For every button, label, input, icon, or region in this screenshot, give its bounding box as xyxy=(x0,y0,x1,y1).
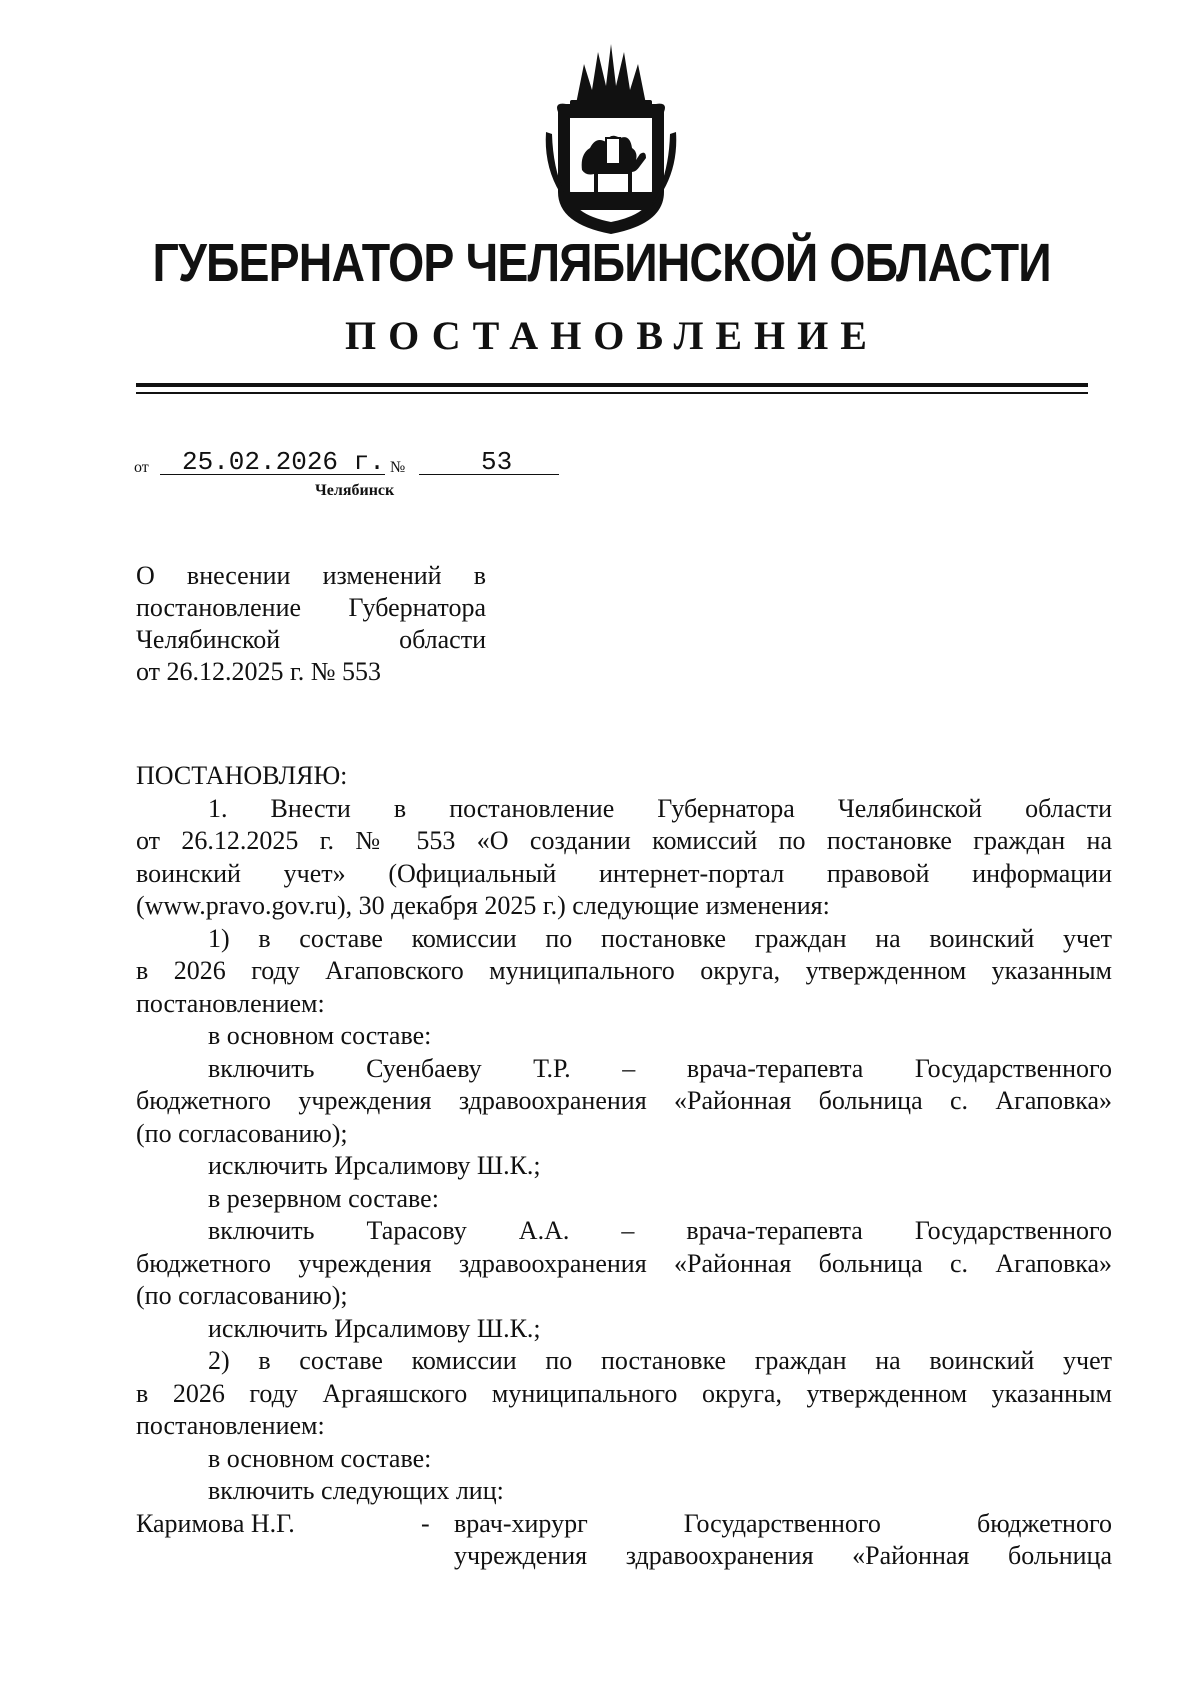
person-dash: - xyxy=(421,1508,430,1538)
paragraph-line: 2) в составе комиссии по постановке граждан на воинский учет xyxy=(208,1346,1112,1375)
document-date: 25.02.2026 г. xyxy=(182,447,385,477)
paragraph-line: постановлением: xyxy=(136,1411,325,1440)
paragraph-line: включить Суенбаеву Т.Р. – врача-терапевта Государственного xyxy=(208,1053,1112,1083)
person-entry xyxy=(136,1508,1112,1573)
document-body xyxy=(136,760,1112,1573)
person-name: Каримова Н.Г. xyxy=(136,1508,295,1538)
issuing-authority: ГУБЕРНАТОР ЧЕЛЯБИНСКОЙ ОБЛАСТИ xyxy=(152,233,1051,293)
decree-heading: ПОСТАНОВЛЯЮ: xyxy=(136,761,348,790)
title-line: О внесении изменений в xyxy=(136,561,486,590)
title-line: Челябинской области xyxy=(136,625,486,654)
header-rule xyxy=(136,383,1088,387)
number-label: № xyxy=(390,459,406,476)
document-type: ПОСТАНОВЛЕНИЕ xyxy=(345,313,879,358)
paragraph-line: в основном составе: xyxy=(208,1021,432,1050)
paragraph-line: постановлением: xyxy=(136,988,325,1018)
from-label: от xyxy=(134,459,149,476)
chelyabinsk-coat-of-arms-emblem xyxy=(536,42,686,237)
document-meta xyxy=(134,447,634,477)
city: Челябинск xyxy=(315,482,395,499)
document-number: 53 xyxy=(481,447,513,477)
title-line: от 26.12.2025 г. № 553 xyxy=(136,657,382,686)
paragraph-line: воинский учет» (Официальный интернет-портал правовой информации xyxy=(136,858,1112,888)
document-title xyxy=(136,560,486,688)
paragraph-line: (www.pravo.gov.ru), 30 декабря 2025 г.) следующие изменения: xyxy=(136,891,830,920)
paragraph-line: (по согласованию); xyxy=(136,1281,348,1310)
paragraph-line: от 26.12.2025 г. № 553 «О создании комиссий по постановке граждан на xyxy=(136,826,1112,855)
position-line: врач-хирург Государственного бюджетного xyxy=(454,1508,1112,1538)
paragraph-line: исключить Ирсалимову Ш.К.; xyxy=(208,1151,541,1180)
position-line: учреждения здравоохранения «Районная больница xyxy=(454,1541,1112,1570)
person-position xyxy=(454,1508,1112,1573)
paragraph-line: (по согласованию); xyxy=(136,1118,348,1148)
paragraph-line: включить следующих лиц: xyxy=(208,1476,504,1505)
paragraph-line: включить Тарасову А.А. – врача-терапевта Государственного xyxy=(208,1216,1112,1245)
paragraph-line: в основном составе: xyxy=(208,1443,432,1473)
paragraph-line: бюджетного учреждения здравоохранения «Районная больница с. Агаповка» xyxy=(136,1086,1112,1115)
paragraph-line: исключить Ирсалимову Ш.К.; xyxy=(208,1313,541,1343)
paragraph-line: 1. Внести в постановление Губернатора Челябинской области xyxy=(208,793,1112,823)
header-rule-thin xyxy=(136,392,1088,394)
paragraph-line: в резервном составе: xyxy=(208,1183,439,1213)
paragraph-line: в 2026 году Аргаяшского муниципального округа, утвержденном указанным xyxy=(136,1378,1112,1408)
paragraph-line: в 2026 году Агаповского муниципального округа, утвержденном указанным xyxy=(136,956,1112,985)
paragraph-line: 1) в составе комиссии по постановке граждан на воинский учет xyxy=(208,923,1112,953)
paragraph-line: бюджетного учреждения здравоохранения «Районная больница с. Агаповка» xyxy=(136,1248,1112,1278)
title-line: постановление Губернатора xyxy=(136,593,486,622)
